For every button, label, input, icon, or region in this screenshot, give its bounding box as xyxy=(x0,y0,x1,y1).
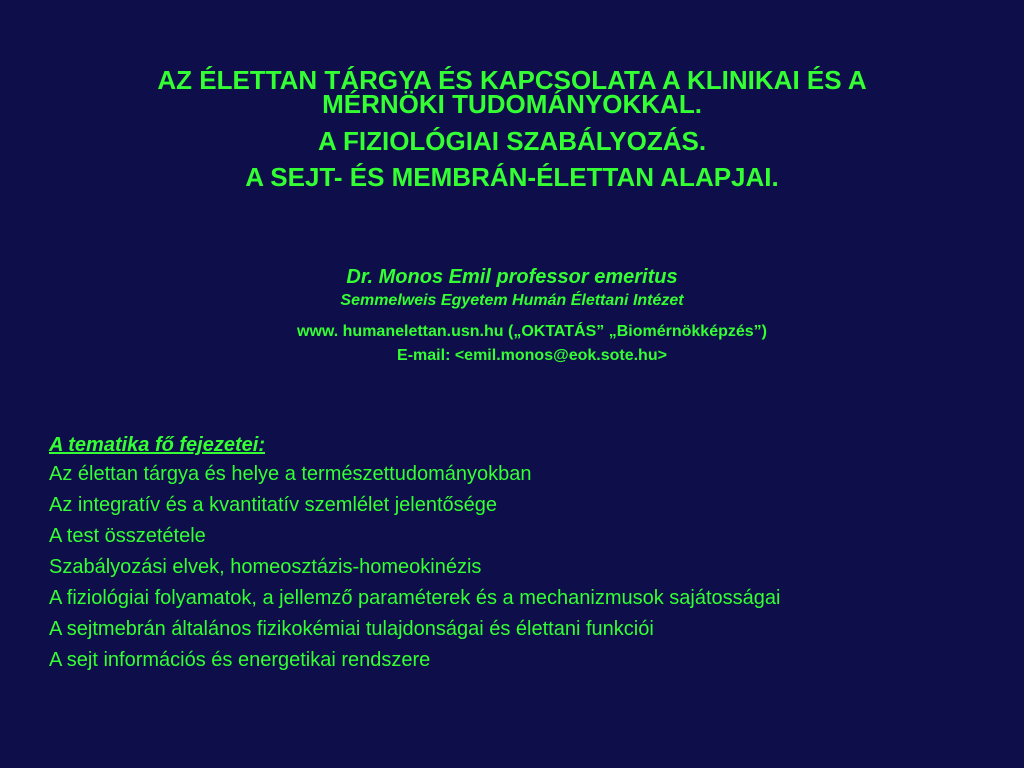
email-line: E-mail: <emil.monos@eok.sote.hu> xyxy=(397,347,667,364)
topics-list xyxy=(49,459,780,676)
slide-title xyxy=(0,66,1024,192)
list-item: A sejtmebrán általános fizikokémiai tulajdonságai és élettani funkciói xyxy=(49,618,654,640)
institute-name: Semmelweis Egyetem Humán Élettani Intézet xyxy=(340,292,684,309)
list-item: Szabályozási elvek, homeosztázis-homeokinézis xyxy=(49,556,482,578)
author-name: Dr. Monos Emil professor emeritus xyxy=(346,266,678,288)
list-item: A sejt információs és energetikai rendszere xyxy=(49,649,431,671)
list-item: A fiziológiai folyamatok, a jellemző paraméterek és a mechanizmusok sajátosságai xyxy=(49,587,781,609)
website-line: www. humanelettan.usn.hu („OKTATÁS” „Biomérnökképzés”) xyxy=(297,323,767,340)
title-line-1: AZ ÉLETTAN TÁRGYA ÉS KAPCSOLATA A KLINIKAI ÉS A xyxy=(157,65,867,95)
title-line-3: A SEJT- ÉS MEMBRÁN-ÉLETTAN ALAPJAI. xyxy=(245,162,779,192)
topics-heading: A tematika fő fejezetei: xyxy=(49,434,265,456)
title-line-2: A FIZIOLÓGIAI SZABÁLYOZÁS. xyxy=(317,126,707,156)
list-item: A test összetétele xyxy=(49,525,206,547)
title-line-1-continued: MÉRNÖKI TUDOMÁNYOKKAL. xyxy=(322,89,702,119)
author-block xyxy=(0,264,1024,366)
topics-section xyxy=(49,431,780,676)
list-item: Az élettan tárgya és helye a természettudományokban xyxy=(49,463,532,485)
list-item: Az integratív és a kvantitatív szemlélet jelentősége xyxy=(49,494,498,516)
